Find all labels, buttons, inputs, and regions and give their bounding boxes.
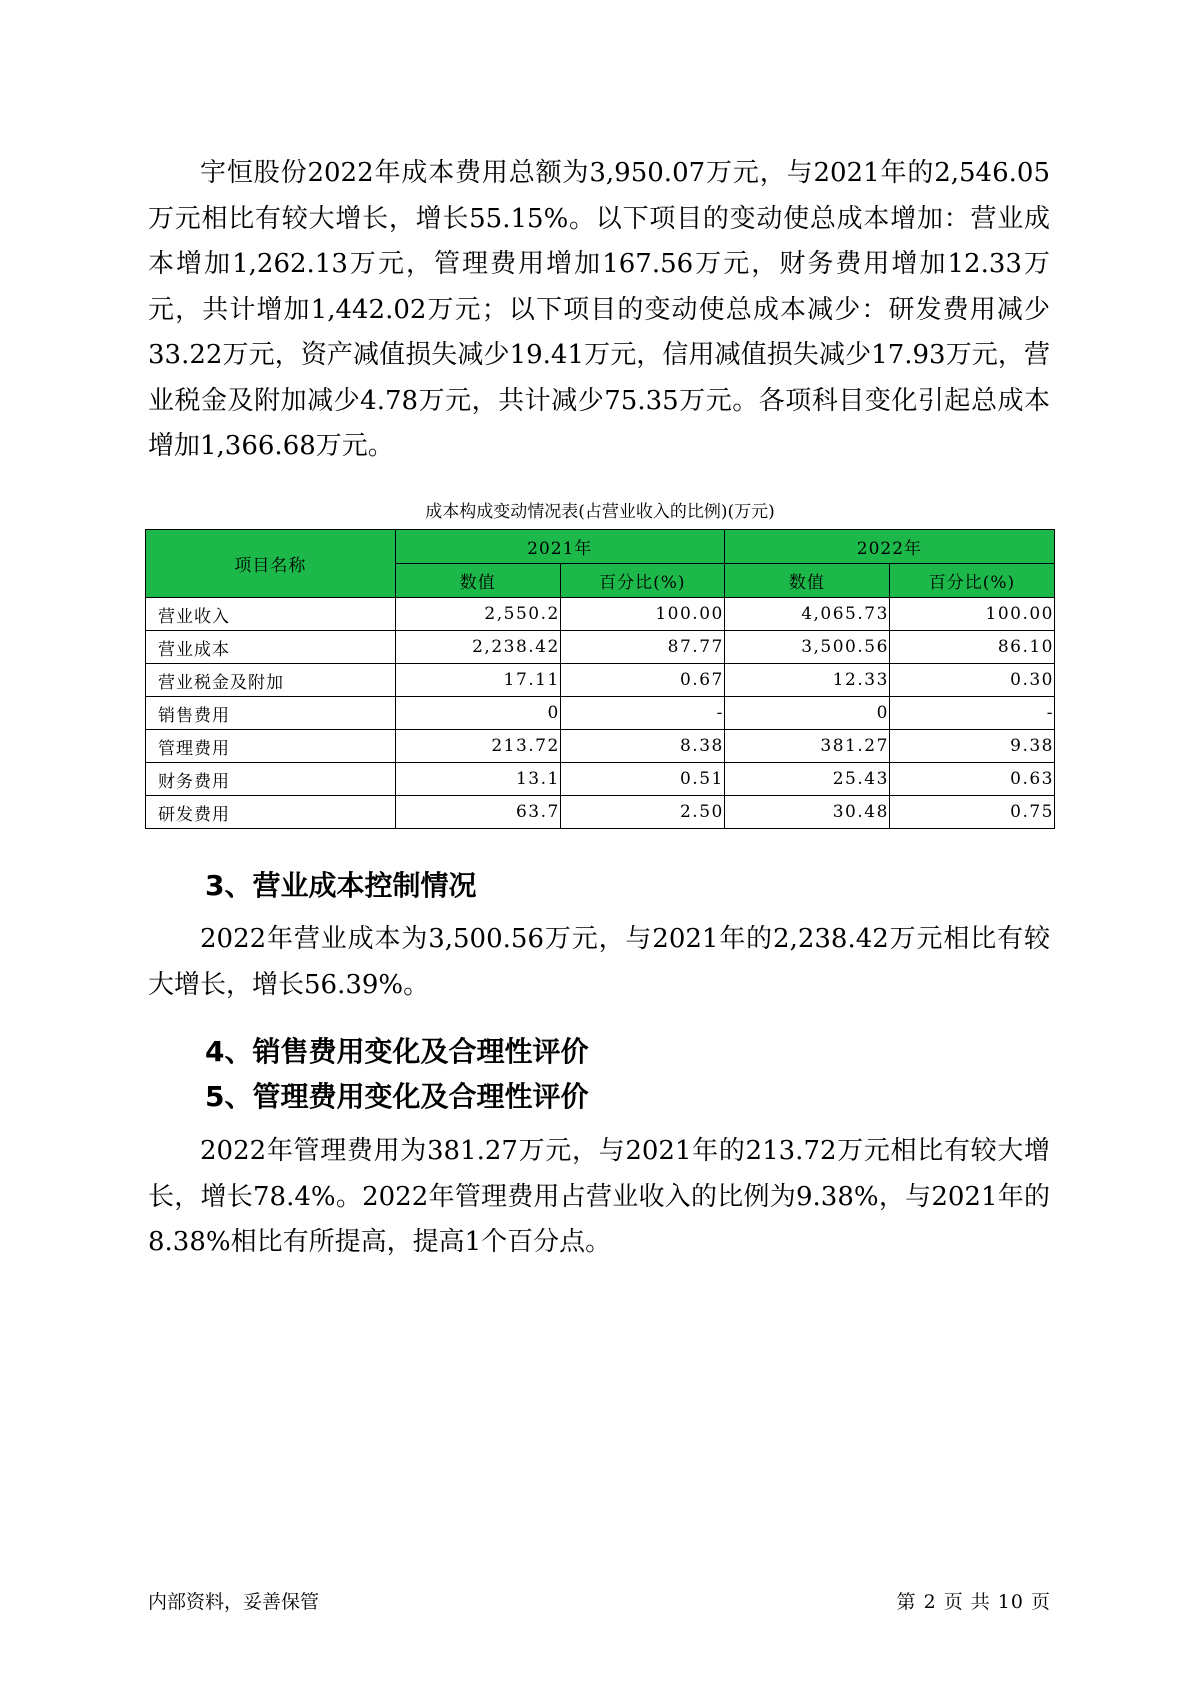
paragraph-operating-cost: 2022年营业成本为3,500.56万元，与2021年的2,238.42万元相比有较大增长，增长56.39%。 [148, 924, 1050, 1000]
cell-percent-2021: 0.67 [560, 664, 724, 697]
cell-value-2021: 213.72 [395, 730, 560, 763]
table-row [146, 796, 1055, 829]
cell-percent-2022: - [889, 697, 1054, 730]
table-row [146, 664, 1055, 697]
cell-value-2022: 30.48 [724, 796, 889, 829]
section-heading-sales-expense: 4、销售费用变化及合理性评价 [205, 1035, 589, 1068]
cell-percent-2022: 100.00 [889, 598, 1054, 631]
cell-value-2021: 13.1 [395, 763, 560, 796]
cell-percent-2021: 8.38 [560, 730, 724, 763]
cell-percent-2022: 0.63 [889, 763, 1054, 796]
table-row [146, 730, 1055, 763]
cell-value-2021: 0 [395, 697, 560, 730]
header-year-2021: 2021年 [395, 530, 724, 564]
table-row [146, 598, 1055, 631]
row-name: 营业税金及附加 [146, 664, 396, 697]
table-row [146, 631, 1055, 664]
cell-value-2021: 63.7 [395, 796, 560, 829]
cell-value-2022: 12.33 [724, 664, 889, 697]
cell-percent-2022: 86.10 [889, 631, 1054, 664]
paragraph-admin-expense: 2022年管理费用为381.27万元，与2021年的213.72万元相比有较大增长，增长78.4%。2022年管理费用占营业收入的比例为9.38%，与2021年的8.38%相比有所提高，提高1个百分点。 [148, 1136, 1050, 1257]
cell-percent-2021: 100.00 [560, 598, 724, 631]
row-name: 管理费用 [146, 730, 396, 763]
cell-value-2022: 4,065.73 [724, 598, 889, 631]
cell-value-2021: 2,550.2 [395, 598, 560, 631]
header-percent-2021: 百分比(%) [560, 564, 724, 598]
section-heading-operating-cost: 3、营业成本控制情况 [205, 869, 477, 902]
row-name: 财务费用 [146, 763, 396, 796]
row-name: 营业成本 [146, 631, 396, 664]
row-name: 营业收入 [146, 598, 396, 631]
header-year-2022: 2022年 [724, 530, 1054, 564]
cell-value-2022: 3,500.56 [724, 631, 889, 664]
cell-percent-2022: 9.38 [889, 730, 1054, 763]
cell-percent-2022: 0.30 [889, 664, 1054, 697]
row-name: 研发费用 [146, 796, 396, 829]
table-caption: 成本构成变动情况表(占营业收入的比例)(万元) [425, 502, 775, 522]
header-value-2021: 数值 [395, 564, 560, 598]
footer-confidential-note: 内部资料，妥善保管 [148, 1591, 320, 1613]
cell-value-2021: 2,238.42 [395, 631, 560, 664]
cell-value-2022: 381.27 [724, 730, 889, 763]
table-row [146, 697, 1055, 730]
table-row [146, 763, 1055, 796]
cell-percent-2021: 2.50 [560, 796, 724, 829]
header-item-name: 项目名称 [146, 530, 396, 598]
header-value-2022: 数值 [724, 564, 889, 598]
cell-percent-2022: 0.75 [889, 796, 1054, 829]
cell-percent-2021: 87.77 [560, 631, 724, 664]
cell-value-2022: 25.43 [724, 763, 889, 796]
cell-percent-2021: 0.51 [560, 763, 724, 796]
cell-value-2022: 0 [724, 697, 889, 730]
row-name: 销售费用 [146, 697, 396, 730]
cell-percent-2021: - [560, 697, 724, 730]
cost-structure-table [145, 529, 1055, 829]
section-heading-admin-expense: 5、管理费用变化及合理性评价 [205, 1080, 589, 1113]
paragraph-cost-summary: 宇恒股份2022年成本费用总额为3,950.07万元，与2021年的2,546.05万元相比有较大增长，增长55.15%。以下项目的变动使总成本增加：营业成本增加1,262.13万元，管理费用增加167.56万元，财务费用增加12.33万元，共计增加1,442.02万元；以下项目的变动使总成本减少：研发费用减少33.22万元，资产减值损失减少19.41万元，信用减值损失减少17.93万元，营业税金及附加减少4.78万元，共计减少75.35万元。各项科目变化引起总成本增加1,366.68万元。 [148, 158, 1050, 461]
cell-value-2021: 17.11 [395, 664, 560, 697]
header-percent-2022: 百分比(%) [889, 564, 1054, 598]
footer-page-number: 第 2 页 共 10 页 [896, 1591, 1051, 1613]
